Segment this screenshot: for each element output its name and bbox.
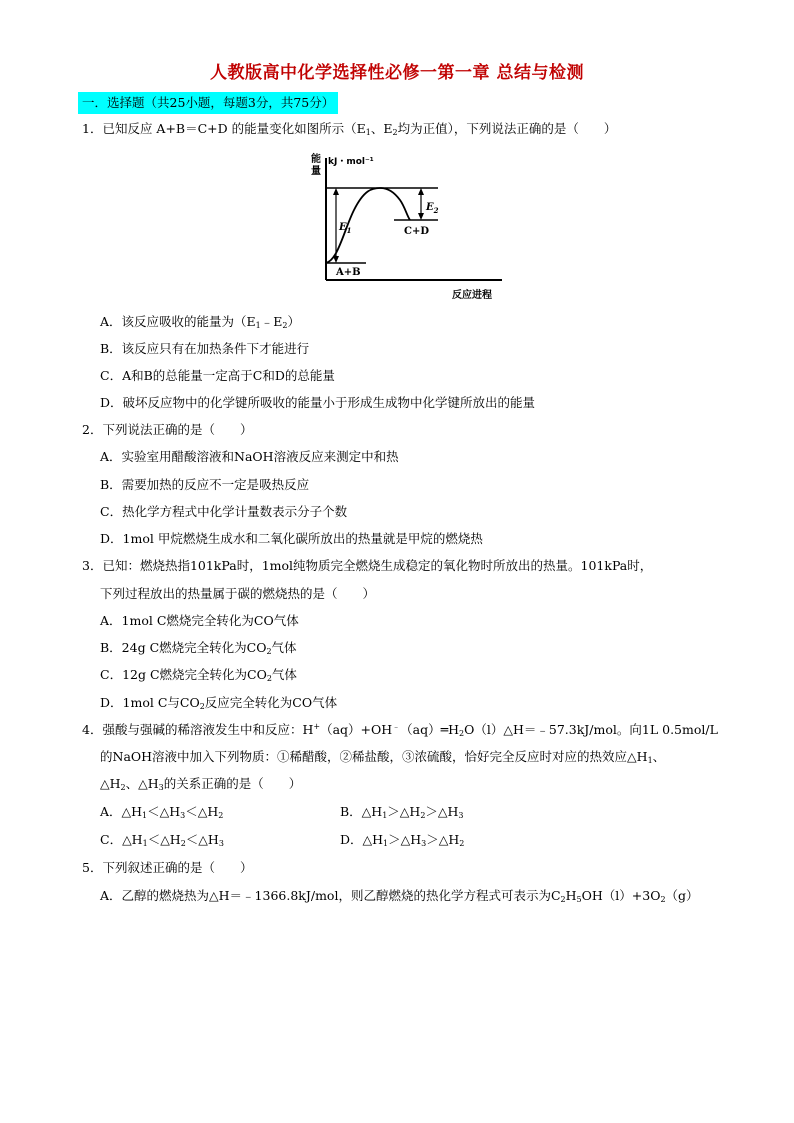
q4-stem-line3: $\triangle H_2$、$\triangle H_3$的关系正确的是（ ）: [100, 776, 302, 792]
page-title: 人教版高中化学选择性必修一第一章 总结与检测: [210, 63, 584, 83]
q1-option-c: C．A和B的总能量一定高于C和D的总能量: [100, 368, 335, 383]
q2-option-c: C．热化学方程式中化学计量数表示分子个数: [100, 504, 348, 519]
q1-option-a: A．该反应吸收的能量为$(E_1﹣E_2)$: [100, 314, 300, 330]
q4-stem-line2: 的NaOH溶液中加入下列物质：①稀醋酸，②稀盐酸，③浓硫酸，恰好完全反应时对应的热效应$\triangle H_1$、: [100, 749, 666, 765]
q4-option-c: C．$\triangle H_1<\triangle H_2<\triangle H_3$: [100, 832, 224, 848]
q1-option-b: B．该反应只有在加热条件下才能进行: [100, 341, 310, 356]
energy-diagram: [306, 150, 506, 302]
e1-label: $E_1$: [339, 222, 352, 235]
x-axis-label: 反应进程: [452, 290, 492, 301]
q4-option-b: B．$\triangle H_1>\triangle H_2>\triangle H_3$: [340, 804, 464, 820]
q4-stem-line1: 4．强酸与强碱的稀溶液发生中和反应：$H^+(aq)+OH^﹣(aq)═H_2O(l)\triangle H=﹣57.3kJ$/mol。向1L 0.5mol/L: [82, 722, 718, 738]
y-axis-label-2: 量: [311, 166, 321, 177]
q5-option-a: A．乙醇的燃烧热为△H＝﹣1366.8kJ/mol，则乙醇燃烧的热化学方程式可表示为$C_2H_5OH(l)+3O_2(g)$: [100, 888, 699, 904]
y-axis-label-1: 能: [311, 154, 321, 165]
q3-option-b: B．24g C燃烧完全转化为$CO_2$气体: [100, 640, 297, 656]
q5-stem: 5．下列叙述正确的是（ ）: [82, 860, 253, 875]
q3-option-d: D．1mol C与$CO_2$反应完全转化为CO气体: [100, 695, 338, 711]
q3-stem-line1: 3．已知：燃烧热指101kPa时，1mol纯物质完全燃烧生成稳定的氧化物时所放出的热量。101kPa时，: [82, 558, 653, 573]
q3-stem-line2: 下列过程放出的热量属于碳的燃烧热的是（ ）: [100, 586, 376, 601]
unit-label: kJ・mol⁻¹: [328, 157, 374, 167]
products-label: C+D: [404, 226, 430, 237]
section-header: 一．选择题（共25小题，每题3分，共75分）: [78, 92, 338, 114]
q2-option-a: A．实验室用醋酸溶液和NaOH溶液反应来测定中和热: [100, 449, 399, 464]
q3-option-a: A．1mol C燃烧完全转化为CO气体: [100, 613, 299, 628]
q2-option-b: B．需要加热的反应不一定是吸热反应: [100, 477, 310, 492]
e2-label: $E_2$: [426, 202, 439, 215]
q2-option-d: D．1mol 甲烷燃烧生成水和二氧化碳所放出的热量就是甲烷的燃烧热: [100, 531, 483, 546]
reactants-label: A+B: [336, 267, 361, 278]
q2-stem: 2．下列说法正确的是（ ）: [82, 422, 253, 437]
q3-option-c: C．12g C燃烧完全转化为$CO_2$气体: [100, 667, 297, 683]
q4-option-a: A．$\triangle H_1<\triangle H_3<\triangle H_2$: [100, 804, 224, 820]
q4-option-d: D．$\triangle H_1>\triangle H_3>\triangle H_2$: [340, 832, 465, 848]
q1-stem: 1．已知反应 A+B＝C+D 的能量变化如图所示（$E_1$、$E_2$均为正值），下列说法正确的是（ ）: [82, 121, 617, 137]
q1-option-d: D．破坏反应物中的化学键所吸收的能量小于形成生成物中化学键所放出的能量: [100, 395, 536, 410]
